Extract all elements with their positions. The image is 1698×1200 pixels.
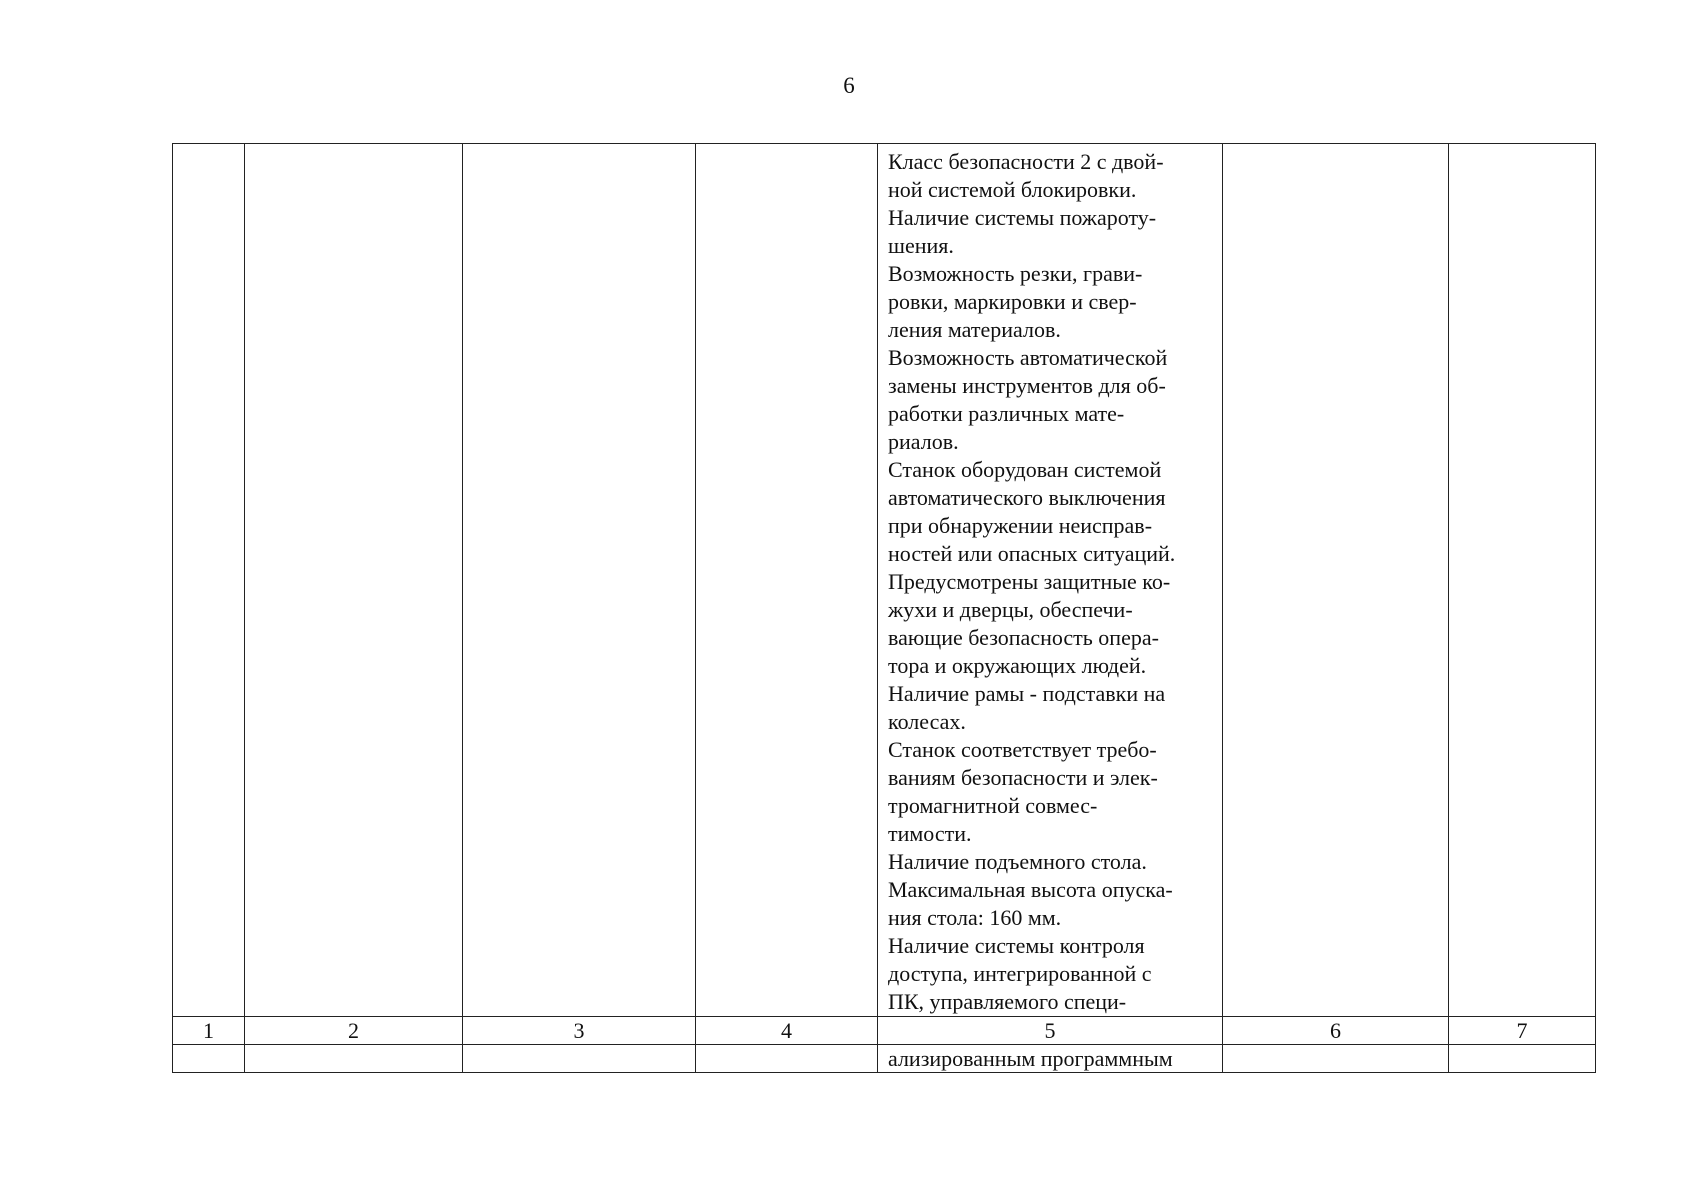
description-line: вающие безопасность опера- (888, 625, 1159, 650)
description-line: при обнаружении неисправ- (888, 513, 1153, 538)
column-number-7: 7 (1449, 1017, 1596, 1045)
description-text (878, 144, 1222, 1016)
cont-cell-col-3 (463, 1045, 696, 1073)
cont-cell-col-2 (245, 1045, 463, 1073)
page-number: 6 (843, 73, 855, 98)
description-line: тромагнитной совмес- (888, 793, 1098, 818)
cont-cell-col-4 (696, 1045, 878, 1073)
description-line: ПК, управляемого специ- (888, 989, 1127, 1014)
cont-cell-col-5 (878, 1045, 1223, 1073)
description-line: шения. (888, 233, 954, 258)
description-line: работки различных мате- (888, 401, 1125, 426)
description-line: тора и окружающих людей. (888, 653, 1147, 678)
cont-cell-col-1 (173, 1045, 245, 1073)
description-line: Предусмотрены защитные ко- (888, 569, 1171, 594)
description-line: Станок соответствует требо- (888, 737, 1157, 762)
description-line: Возможность автоматической (888, 345, 1168, 370)
table-row-continuation (173, 1045, 1596, 1073)
column-number-6: 6 (1223, 1017, 1449, 1045)
description-line: замены инструментов для об- (888, 373, 1166, 398)
description-line: ной системой блокировки. (888, 177, 1137, 202)
description-line: Наличие системы контроля (888, 933, 1145, 958)
description-line: тимости. (888, 821, 972, 846)
column-number-row (173, 1017, 1596, 1045)
description-line: ровки, маркировки и свер- (888, 289, 1137, 314)
column-number-1: 1 (173, 1017, 245, 1045)
continuation-text: ализированным программным (888, 1046, 1173, 1071)
description-line: Возможность резки, грави- (888, 261, 1143, 286)
description-line: доступа, интегрированной с (888, 961, 1152, 986)
column-number-5: 5 (878, 1017, 1223, 1045)
description-line: Наличие рамы - подставки на (888, 681, 1166, 706)
specification-table (172, 143, 1596, 1073)
description-line: автоматического выключения (888, 485, 1166, 510)
description-line: риалов. (888, 429, 959, 454)
column-number-2: 2 (245, 1017, 463, 1045)
description-line: ления материалов. (888, 317, 1061, 342)
cell-col-1 (173, 144, 245, 1017)
cont-cell-col-7 (1449, 1045, 1596, 1073)
cell-col-7 (1449, 144, 1596, 1017)
column-number-4: 4 (696, 1017, 878, 1045)
table-row-content (173, 144, 1596, 1017)
cell-col-6 (1223, 144, 1449, 1017)
description-line: ваниям безопасности и элек- (888, 765, 1158, 790)
description-line: Максимальная высота опуска- (888, 877, 1173, 902)
description-line: ния стола: 160 мм. (888, 905, 1062, 930)
column-number-3: 3 (463, 1017, 696, 1045)
description-line: колесах. (888, 709, 966, 734)
cell-col-5-description (878, 144, 1223, 1017)
cell-col-3 (463, 144, 696, 1017)
description-line: Станок оборудован системой (888, 457, 1162, 482)
cell-col-4 (696, 144, 878, 1017)
cont-cell-col-6 (1223, 1045, 1449, 1073)
cell-col-2 (245, 144, 463, 1017)
description-line: Наличие системы пожароту- (888, 205, 1157, 230)
description-line: жухи и дверцы, обеспечи- (888, 597, 1133, 622)
description-line: ностей или опасных ситуаций. (888, 541, 1176, 566)
description-line: Класс безопасности 2 с двой- (888, 149, 1164, 174)
description-line: Наличие подъемного стола. (888, 849, 1147, 874)
